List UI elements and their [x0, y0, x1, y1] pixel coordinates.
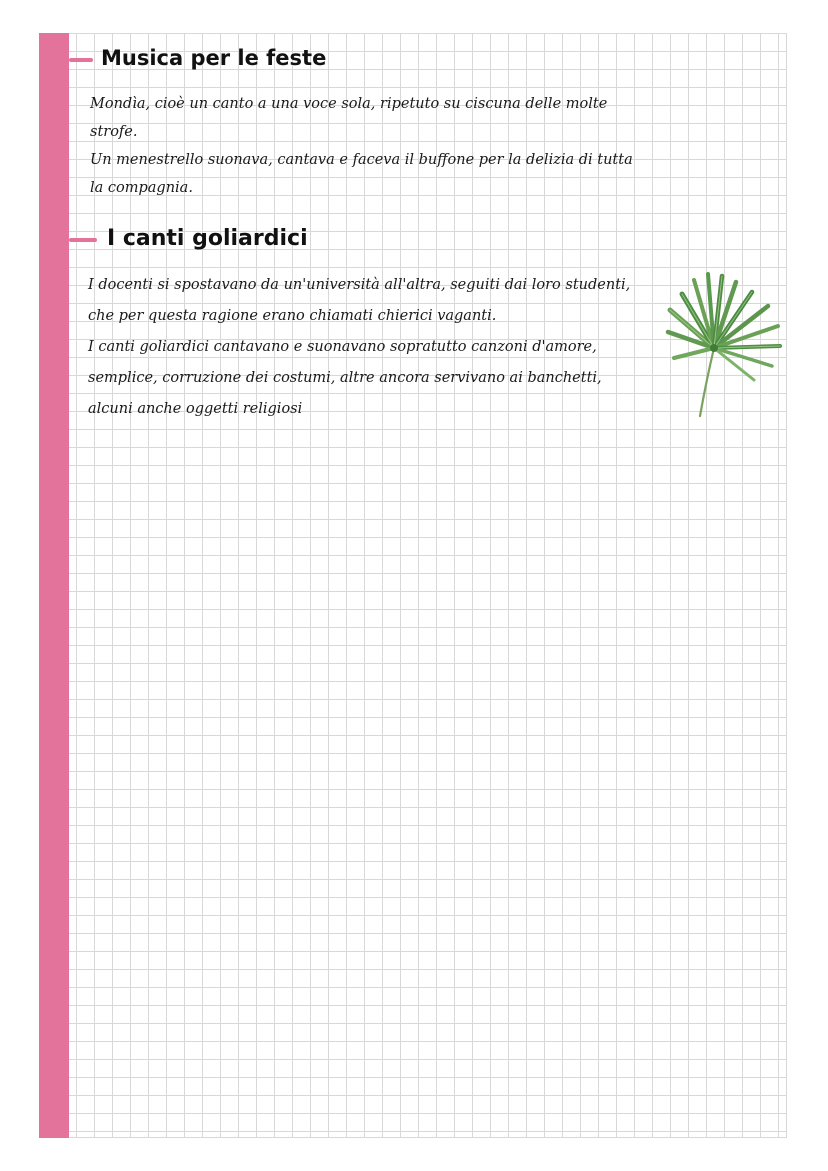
text-line: strofe. — [90, 124, 138, 140]
text-line: I docenti si spostavano da un'università all'altra, seguiti dai loro studenti, — [88, 277, 631, 293]
text-line: semplice, corruzione dei costumi, altre ancora servivano ai banchetti, — [88, 370, 602, 386]
pink-margin-bar — [39, 33, 69, 1138]
text-line: Mondìa, cioè un canto a una voce sola, ripetuto su ciscuna delle molte — [90, 96, 608, 112]
text-line: alcuni anche oggetti religiosi — [88, 401, 303, 417]
text-line: I canti goliardici cantavano e suonavano sopratutto canzoni d'amore, — [88, 339, 597, 355]
section-text-i-canti-goliardici — [88, 270, 630, 425]
text-line: Un menestrello suonava, cantava e faceva il buffone per la delizia di tutta — [90, 152, 633, 168]
text-line: la compagnia. — [90, 180, 193, 196]
heading-dash-2 — [69, 238, 97, 242]
section-title-musica-per-le-feste: Musica per le feste — [101, 46, 327, 70]
heading-dash-1 — [69, 58, 93, 62]
palm-leaf-icon — [664, 270, 786, 420]
text-line: che per questa ragione erano chiamati chierici vaganti. — [88, 308, 497, 324]
section-title-i-canti-goliardici: I canti goliardici — [107, 226, 308, 251]
section-text-musica-per-le-feste — [90, 90, 633, 202]
